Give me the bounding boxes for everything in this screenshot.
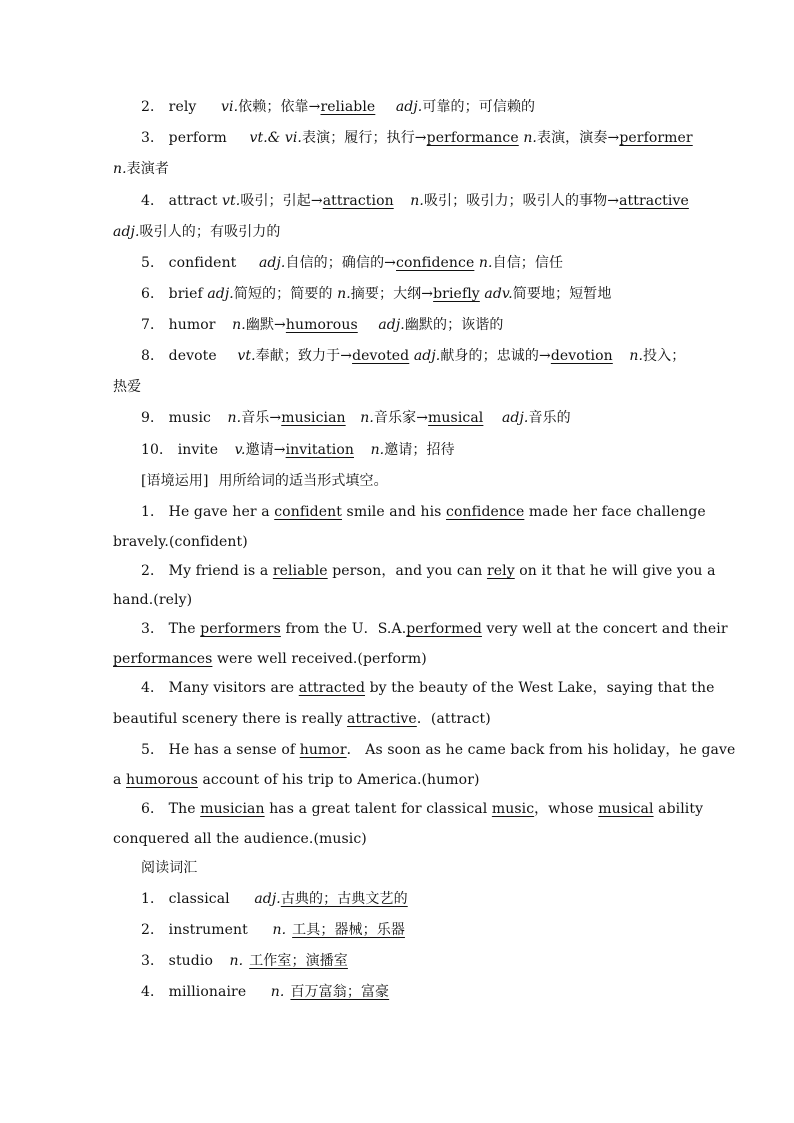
answer-blank: 工具；器械；乐器 xyxy=(292,922,405,938)
sentence-text: account of his trip to America.(humor) xyxy=(202,772,480,788)
answer-blank: musical xyxy=(428,410,484,426)
part-of-speech: adv. xyxy=(484,286,513,302)
answer-blank: 古典的；古典文艺的 xyxy=(280,891,408,907)
item-number: 4． xyxy=(141,193,165,209)
definition: 简要地；短暂地 xyxy=(512,286,612,302)
item-number: 1． xyxy=(141,504,165,520)
definition: 摘要；大纲→ xyxy=(350,286,434,302)
vocab-item-4 xyxy=(141,191,689,211)
part-of-speech: adj. xyxy=(258,255,286,271)
item-number: 3． xyxy=(141,953,165,969)
part-of-speech: n. xyxy=(410,193,424,209)
item-number: 3． xyxy=(141,130,165,146)
part-of-speech: adj. xyxy=(413,348,441,364)
item-number: 3． xyxy=(141,621,165,637)
context-heading-line xyxy=(141,471,683,491)
part-of-speech: n. xyxy=(360,410,374,426)
sentence-text: He has a sense of xyxy=(168,742,296,758)
definition: 吸引人的；有吸引力的 xyxy=(139,224,281,240)
definition: 表演；履行；执行→ xyxy=(302,130,427,146)
part-of-speech: n. xyxy=(370,442,385,458)
item-number: 6． xyxy=(141,286,165,302)
answer-blank: devoted xyxy=(352,348,410,364)
sentence-text: The xyxy=(168,801,196,817)
sentence-3-cont xyxy=(113,649,683,669)
definition: 热爱 xyxy=(113,379,142,395)
item-number: 10． xyxy=(141,442,174,458)
answer-blank: rely xyxy=(486,563,515,579)
answer-blank: reliable xyxy=(320,99,376,115)
item-number: 7． xyxy=(141,317,165,333)
sentence-text: ． As soon as he came back from his holiday，he gave xyxy=(346,742,736,758)
answer-blank: attractive xyxy=(619,193,689,209)
vocab-word: classical xyxy=(168,891,230,907)
answer-blank: performance xyxy=(426,130,519,146)
definition: 表演者 xyxy=(126,161,169,177)
sentence-text: ，whose xyxy=(534,801,594,817)
item-number: 5． xyxy=(141,742,165,758)
answer-blank: performer xyxy=(619,130,693,146)
part-of-speech: n. xyxy=(229,953,244,969)
item-number: 2． xyxy=(141,99,165,115)
answer-blank: performers xyxy=(200,621,281,637)
part-of-speech: adj. xyxy=(254,891,281,907)
answer-blank: musician xyxy=(200,801,265,817)
answer-blank: 工作室；演播室 xyxy=(249,953,348,969)
vocab-word: devote xyxy=(168,348,217,364)
sentence-text: He gave her a xyxy=(168,504,270,520)
sentence-5 xyxy=(141,740,736,760)
answer-blank: confident xyxy=(274,504,342,520)
sentence-4-cont xyxy=(113,709,683,729)
instruction: 用所给词的适当形式填空。 xyxy=(218,473,388,489)
sentence-text: on it that he will give you a xyxy=(519,563,716,579)
part-of-speech: n. xyxy=(478,255,493,271)
vocab-word: millionaire xyxy=(168,984,247,1000)
item-number: 2． xyxy=(141,563,165,579)
part-of-speech: vt.& vi. xyxy=(249,130,302,146)
vocab-item-3 xyxy=(141,128,693,148)
answer-blank: confidence xyxy=(396,255,475,271)
part-of-speech: vi. xyxy=(221,99,239,115)
sentence-3 xyxy=(141,619,728,639)
vocab-item-9 xyxy=(141,408,683,428)
sentence-text: bravely.(confident) xyxy=(113,534,248,550)
definition: 幽默的；诙谐的 xyxy=(404,317,504,333)
vocab-word: brief xyxy=(168,286,203,302)
vocab-item-8-cont xyxy=(113,377,683,397)
answer-blank: 百万富翁；富豪 xyxy=(290,984,390,1000)
part-of-speech: n. xyxy=(232,317,246,333)
reading-item-3 xyxy=(141,951,683,971)
sentence-4 xyxy=(141,678,715,698)
item-number: 2． xyxy=(141,922,165,938)
definition: 吸引；引起→ xyxy=(240,193,323,209)
vocab-word: instrument xyxy=(168,922,248,938)
sentence-1-cont xyxy=(113,532,683,552)
part-of-speech: adj. xyxy=(113,224,140,240)
vocab-item-10 xyxy=(141,440,683,460)
vocab-item-3-cont xyxy=(113,159,683,179)
vocab-word: confident xyxy=(168,255,237,271)
definition: 音乐家→ xyxy=(373,410,429,426)
part-of-speech: n. xyxy=(227,410,242,426)
sentence-6-cont xyxy=(113,829,683,849)
sentence-text: by the beauty of the West Lake，saying that the xyxy=(369,680,715,696)
part-of-speech: adj. xyxy=(378,317,405,333)
answer-blank: musician xyxy=(281,410,346,426)
sentence-2 xyxy=(141,561,716,581)
vocab-word: rely xyxy=(168,99,197,115)
item-number: 5． xyxy=(141,255,165,271)
reading-item-2 xyxy=(141,920,683,940)
part-of-speech: n. xyxy=(629,348,644,364)
item-number: 9． xyxy=(141,410,165,426)
vocab-word: invite xyxy=(177,442,219,458)
definition: 简短的；简要的 xyxy=(233,286,333,302)
definition: 吸引；吸引力；吸引人的事物→ xyxy=(423,193,620,209)
definition: 音乐的 xyxy=(528,410,571,426)
answer-blank: musical xyxy=(598,801,654,817)
definition: 邀请→ xyxy=(245,442,286,458)
item-number: 4． xyxy=(141,680,165,696)
definition: 投入； xyxy=(643,348,686,364)
reading-item-1 xyxy=(141,889,683,909)
reading-heading: 阅读词汇 xyxy=(141,860,198,876)
sentence-text: Many visitors are xyxy=(168,680,295,696)
definition: 可靠的；可信赖的 xyxy=(422,99,536,115)
sentence-text: beautiful scenery there is really xyxy=(113,711,343,727)
sentence-text: made her face challenge xyxy=(528,504,706,520)
vocab-word: attract xyxy=(168,193,218,209)
item-number: 4． xyxy=(141,984,165,1000)
answer-blank: performed xyxy=(406,621,482,637)
part-of-speech: adj. xyxy=(207,286,234,302)
reading-item-4 xyxy=(141,982,683,1002)
item-number: 8． xyxy=(141,348,165,364)
definition: 表演，演奏→ xyxy=(536,130,620,146)
vocab-item-4-cont xyxy=(113,222,683,242)
definition: 邀请；招待 xyxy=(384,442,455,458)
part-of-speech: n. xyxy=(113,161,127,177)
answer-blank: attractive xyxy=(347,711,417,727)
vocab-word: music xyxy=(168,410,211,426)
part-of-speech: n. xyxy=(523,130,537,146)
sentence-text: a xyxy=(113,772,122,788)
answer-blank: humor xyxy=(299,742,347,758)
sentence-text: conquered all the audience.(music) xyxy=(113,831,367,847)
answer-blank: attraction xyxy=(322,193,394,209)
sentence-text: person，and you can xyxy=(332,563,483,579)
part-of-speech: adj. xyxy=(395,99,423,115)
vocab-word: humor xyxy=(168,317,216,333)
item-number: 6． xyxy=(141,801,165,817)
part-of-speech: n. xyxy=(337,286,351,302)
vocab-item-5 xyxy=(141,253,683,273)
sentence-text: were well received.(perform) xyxy=(216,651,427,667)
sentence-text: has a great talent for classical xyxy=(269,801,488,817)
definition: 幽默→ xyxy=(245,317,286,333)
answer-blank: briefly xyxy=(433,286,480,302)
answer-blank: humorous xyxy=(126,772,198,788)
sentence-text: The xyxy=(168,621,196,637)
answer-blank: music xyxy=(491,801,535,817)
vocab-item-8 xyxy=(141,346,686,366)
section-heading: [语境运用] xyxy=(141,473,209,489)
sentence-text: very well at the concert and their xyxy=(486,621,728,637)
answer-blank: performances xyxy=(113,651,213,667)
sentence-text: My friend is a xyxy=(168,563,269,579)
definition: 音乐→ xyxy=(241,410,282,426)
answer-blank: invitation xyxy=(285,442,354,458)
sentence-text: hand.(rely) xyxy=(113,592,193,608)
part-of-speech: n. xyxy=(272,922,287,938)
item-number: 1． xyxy=(141,891,165,907)
answer-blank: reliable xyxy=(272,563,328,579)
sentence-6 xyxy=(141,799,704,819)
sentence-1 xyxy=(141,502,706,522)
part-of-speech: v. xyxy=(234,442,246,458)
definition: 自信；信任 xyxy=(492,255,564,271)
vocab-item-7 xyxy=(141,315,683,335)
answer-blank: devotion xyxy=(550,348,613,364)
sentence-5-cont xyxy=(113,770,683,790)
answer-blank: attracted xyxy=(298,680,366,696)
part-of-speech: n. xyxy=(270,984,285,1000)
definition: 奉献；致力于→ xyxy=(255,348,353,364)
sentence-text: smile and his xyxy=(346,504,442,520)
sentence-text: ability xyxy=(658,801,704,817)
vocab-word: studio xyxy=(168,953,213,969)
sentence-2-cont xyxy=(113,590,683,610)
vocab-word: perform xyxy=(168,130,227,146)
part-of-speech: adj. xyxy=(501,410,529,426)
definition: 自信的；确信的→ xyxy=(285,255,397,271)
sentence-text: ．(attract) xyxy=(416,711,491,727)
vocab-item-6 xyxy=(141,284,683,304)
answer-blank: humorous xyxy=(285,317,358,333)
part-of-speech: vt. xyxy=(222,193,241,209)
definition: 献身的；忠诚的→ xyxy=(440,348,551,364)
vocab-item-2 xyxy=(141,97,683,117)
part-of-speech: vt. xyxy=(237,348,256,364)
definition: 依赖；依靠→ xyxy=(238,99,321,115)
answer-blank: confidence xyxy=(446,504,525,520)
sentence-text: from the U．S.A. xyxy=(285,621,407,637)
